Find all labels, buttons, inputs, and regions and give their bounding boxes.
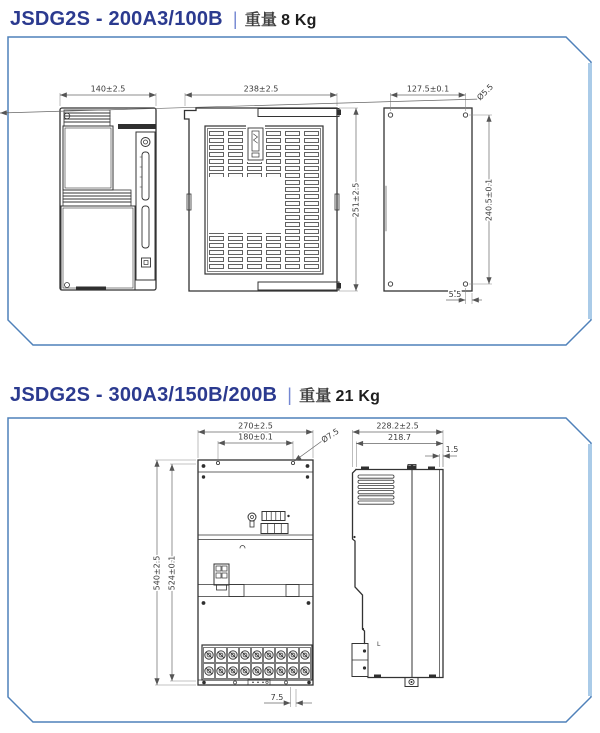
terminal-block — [202, 645, 312, 680]
drawing-panel-1 — [0, 36, 600, 346]
section2-title — [0, 376, 600, 417]
dim-side-width: 238±2.5 — [243, 84, 279, 94]
dim-mount-height: 240.5±0.1 — [484, 178, 494, 222]
model-name: JSDG2S - 200A3/100B — [10, 8, 223, 30]
dim-mount-width: 127.5±0.1 — [406, 84, 450, 94]
dim-front-width: 270±2.5 — [238, 421, 273, 431]
dim-mount-width: 180±0.1 — [238, 432, 273, 442]
section1-title — [0, 0, 600, 36]
dim-mount-hole-dia: Ø5.5 — [475, 82, 496, 103]
flange-screw-tr — [306, 464, 310, 468]
dim-side-inner-depth: 218.7 — [388, 433, 411, 442]
terminal-screws — [203, 647, 311, 679]
weight-value: 21 Kg — [335, 388, 381, 405]
weight-value: 8 Kg — [281, 12, 317, 29]
weight-label: 重量 — [299, 386, 332, 405]
dim-side-height: 251±2.5 — [351, 182, 361, 218]
section-300a3-150b-200b — [0, 376, 600, 723]
dim-front-height: 540±2.5 — [152, 555, 162, 591]
title-separator: | — [287, 385, 293, 405]
dim-bottom-hole-offset: 7.5 — [270, 693, 284, 702]
dim-side-depth: 228.2±2.5 — [376, 421, 419, 431]
model-name: JSDG2S - 300A3/150B/200B — [10, 384, 278, 406]
drawing-panel-2 — [0, 417, 600, 723]
title-separator: | — [232, 9, 238, 29]
side-mark-label: L — [377, 641, 381, 648]
dim-mount-edge-offset: 5.5 — [448, 290, 462, 299]
weight-label: 重量 — [244, 10, 278, 29]
dim-flange-thickness: 1.5 — [445, 445, 459, 454]
dim-mount-height: 524±0.1 — [167, 555, 177, 591]
dim-mount-hole-dia: Ø7.5 — [319, 426, 341, 445]
dim-front-width: 140±2.5 — [90, 84, 126, 94]
section-200a3-100b — [0, 0, 600, 346]
flange-screw-tl — [202, 464, 206, 468]
